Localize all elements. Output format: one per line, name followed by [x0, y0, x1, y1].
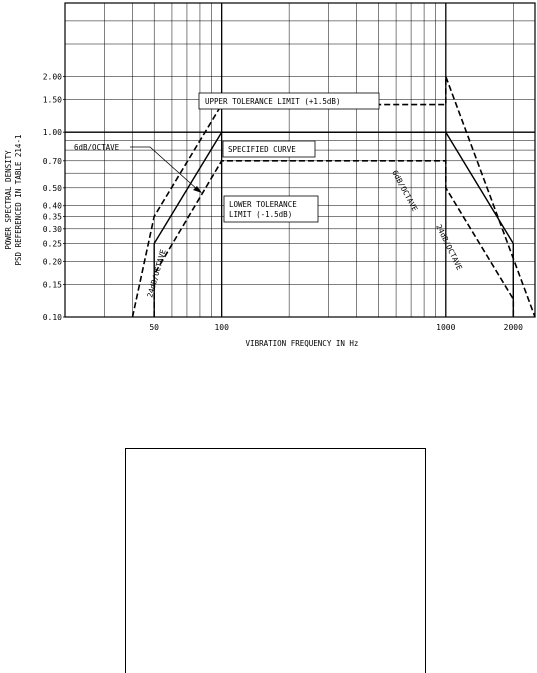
y-tick-label: 0.50 [42, 183, 62, 193]
right-slope-label: 6dB/OCTAVE [390, 168, 420, 213]
y-tick-label: 0.40 [42, 201, 62, 211]
tolerance-limit-line [154, 161, 513, 317]
left-slope-label: 6dB/OCTAVE [74, 143, 120, 152]
right-steep-slope-label: 24dB/OCTAVE [434, 222, 465, 272]
x-tick-label: 100 [214, 323, 229, 332]
lower-limit-label-line2: LIMIT (-1.5dB) [229, 210, 293, 219]
lower-limit-label-line1: LOWER TOLERANCE [229, 200, 297, 209]
y-tick-label: 0.10 [42, 313, 62, 322]
x-axis-title: VIBRATION FREQUENCY IN Hz [245, 339, 359, 348]
x-tick-labels [149, 323, 523, 332]
x-tick-label: 1000 [436, 323, 456, 332]
blank-frame [125, 448, 426, 673]
specified-curve-label: SPECIFIED CURVE [228, 145, 296, 154]
series-lines [133, 77, 536, 318]
y-tick-label: 0.35 [42, 212, 62, 222]
y-tick-label: 0.25 [42, 239, 62, 249]
y-tick-label: 0.15 [42, 280, 62, 290]
x-tick-label: 2000 [503, 323, 523, 332]
tolerance-limit-line [133, 77, 536, 318]
y-tick-label: 2.00 [42, 72, 62, 82]
upper-limit-label: UPPER TOLERANCE LIMIT (+1.5dB) [205, 97, 341, 106]
y-tick-label: 1.00 [42, 128, 62, 138]
y-axis-title-line1: POWER SPECTRAL DENSITY [4, 150, 13, 250]
y-tick-label: 0.70 [42, 156, 62, 166]
y-tick-label: 0.20 [42, 257, 62, 267]
x-tick-label: 50 [149, 323, 160, 332]
specified-curve-line [154, 132, 513, 317]
y-tick-label: 0.30 [42, 224, 62, 234]
y-tick-label: 1.50 [42, 95, 62, 105]
y-axis-title-line2: PSD REFERENCED IN TABLE 214-1 [14, 134, 23, 266]
y-tick-labels [43, 73, 65, 322]
left-steep-slope-label: 24dB/OCTAVE [145, 248, 168, 299]
slope-label-leader [130, 147, 198, 190]
